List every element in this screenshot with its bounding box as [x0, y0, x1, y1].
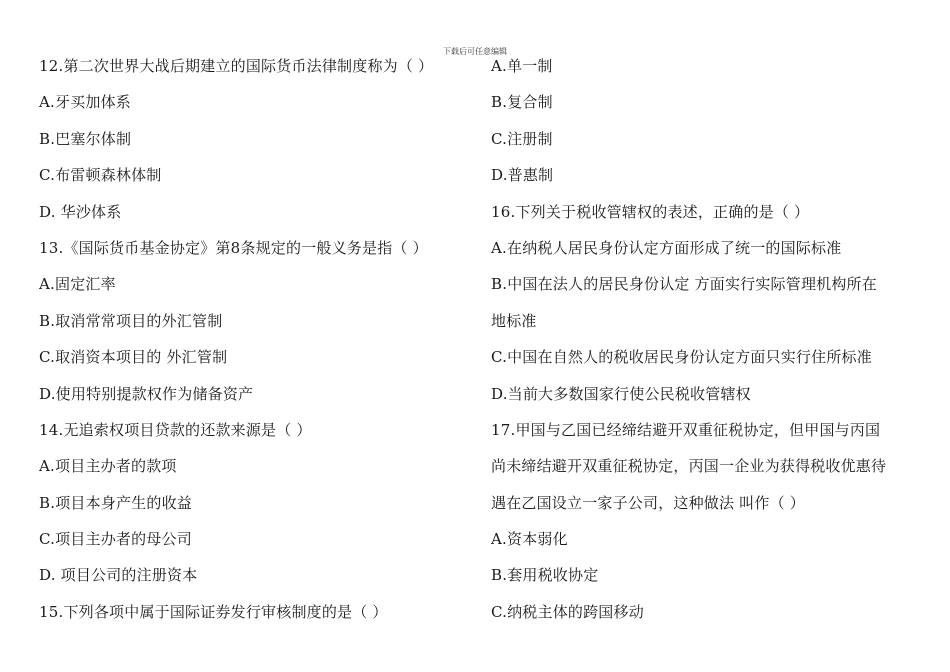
question-14-option-a: A.项目主办者的款项 [39, 457, 177, 476]
question-14-option-b: B.项目本身产生的收益 [39, 493, 192, 512]
question-12-stem: 12.第二次世界大战后期建立的国际货币法律制度称为（ ） [39, 57, 434, 75]
question-13-option-b: B.取消常常项目的外汇管制 [39, 311, 223, 330]
question-15-stem: 15.下列各项中属于国际证券发行审核制度的是（ ） [39, 602, 388, 621]
question-12-option-c: C.布雷顿森林体制 [39, 166, 162, 185]
question-12-option-d: D. 华沙体系 [39, 202, 122, 221]
question-17-option-a: A.资本弱化 [491, 530, 568, 549]
question-17-stem-line-1: 17.甲国与乙国已经缔结避开双重征税协定，但甲国与丙国 [491, 420, 881, 439]
question-16-stem: 16.下列关于税收管辖权的表述，正确的是（ ） [491, 202, 810, 221]
question-15-option-c: C.注册制 [491, 129, 553, 148]
question-15-option-a: A.单一制 [491, 57, 553, 75]
left-column [39, 48, 469, 630]
question-15-option-d: D.普惠制 [491, 166, 554, 185]
question-17-option-c: C.纳税主体的跨国移动 [491, 602, 644, 621]
question-13-stem: 13.《国际货币基金协定》第8条规定的一般义务是指（ ） [39, 238, 428, 257]
question-16-option-b-continued: 地标准 [491, 311, 537, 330]
question-17-stem-line-2: 尚未缔结避开双重征税协定，丙国一企业为获得税收优惠待 [491, 457, 887, 476]
question-17-stem-line-3: 遇在乙国设立一家子公司，这种做法 叫作（ ） [491, 493, 805, 512]
question-14-option-d: D. 项目公司的注册资本 [39, 566, 198, 585]
header-note: 下载后可任意编辑 [443, 47, 507, 56]
question-14-stem: 14.无追索权项目贷款的还款来源是（ ） [39, 420, 312, 439]
question-16-option-a: A.在纳税人居民身份认定方面形成了统一的国际标准 [491, 238, 842, 257]
question-12-option-a: A.牙买加体系 [39, 93, 132, 112]
question-13-option-c: C.取消资本项目的 外汇管制 [39, 348, 228, 367]
question-13-option-d: D.使用特别提款权作为储备资产 [39, 384, 254, 403]
question-14-option-c: C.项目主办者的母公司 [39, 530, 192, 549]
question-16-option-b: B.中国在法人的居民身份认定 方面实行实际管理机构所在 [491, 275, 877, 294]
right-column [491, 48, 921, 630]
question-17-option-b: B.套用税收协定 [491, 566, 599, 585]
question-13-option-a: A.固定汇率 [39, 275, 116, 294]
question-15-option-b: B.复合制 [491, 93, 553, 112]
question-12-option-b: B.巴塞尔体制 [39, 129, 132, 148]
question-16-option-c: C.中国在自然人的税收居民身份认定方面只实行住所标准 [491, 348, 872, 367]
question-16-option-d: D.当前大多数国家行使公民税收管辖权 [491, 384, 751, 403]
